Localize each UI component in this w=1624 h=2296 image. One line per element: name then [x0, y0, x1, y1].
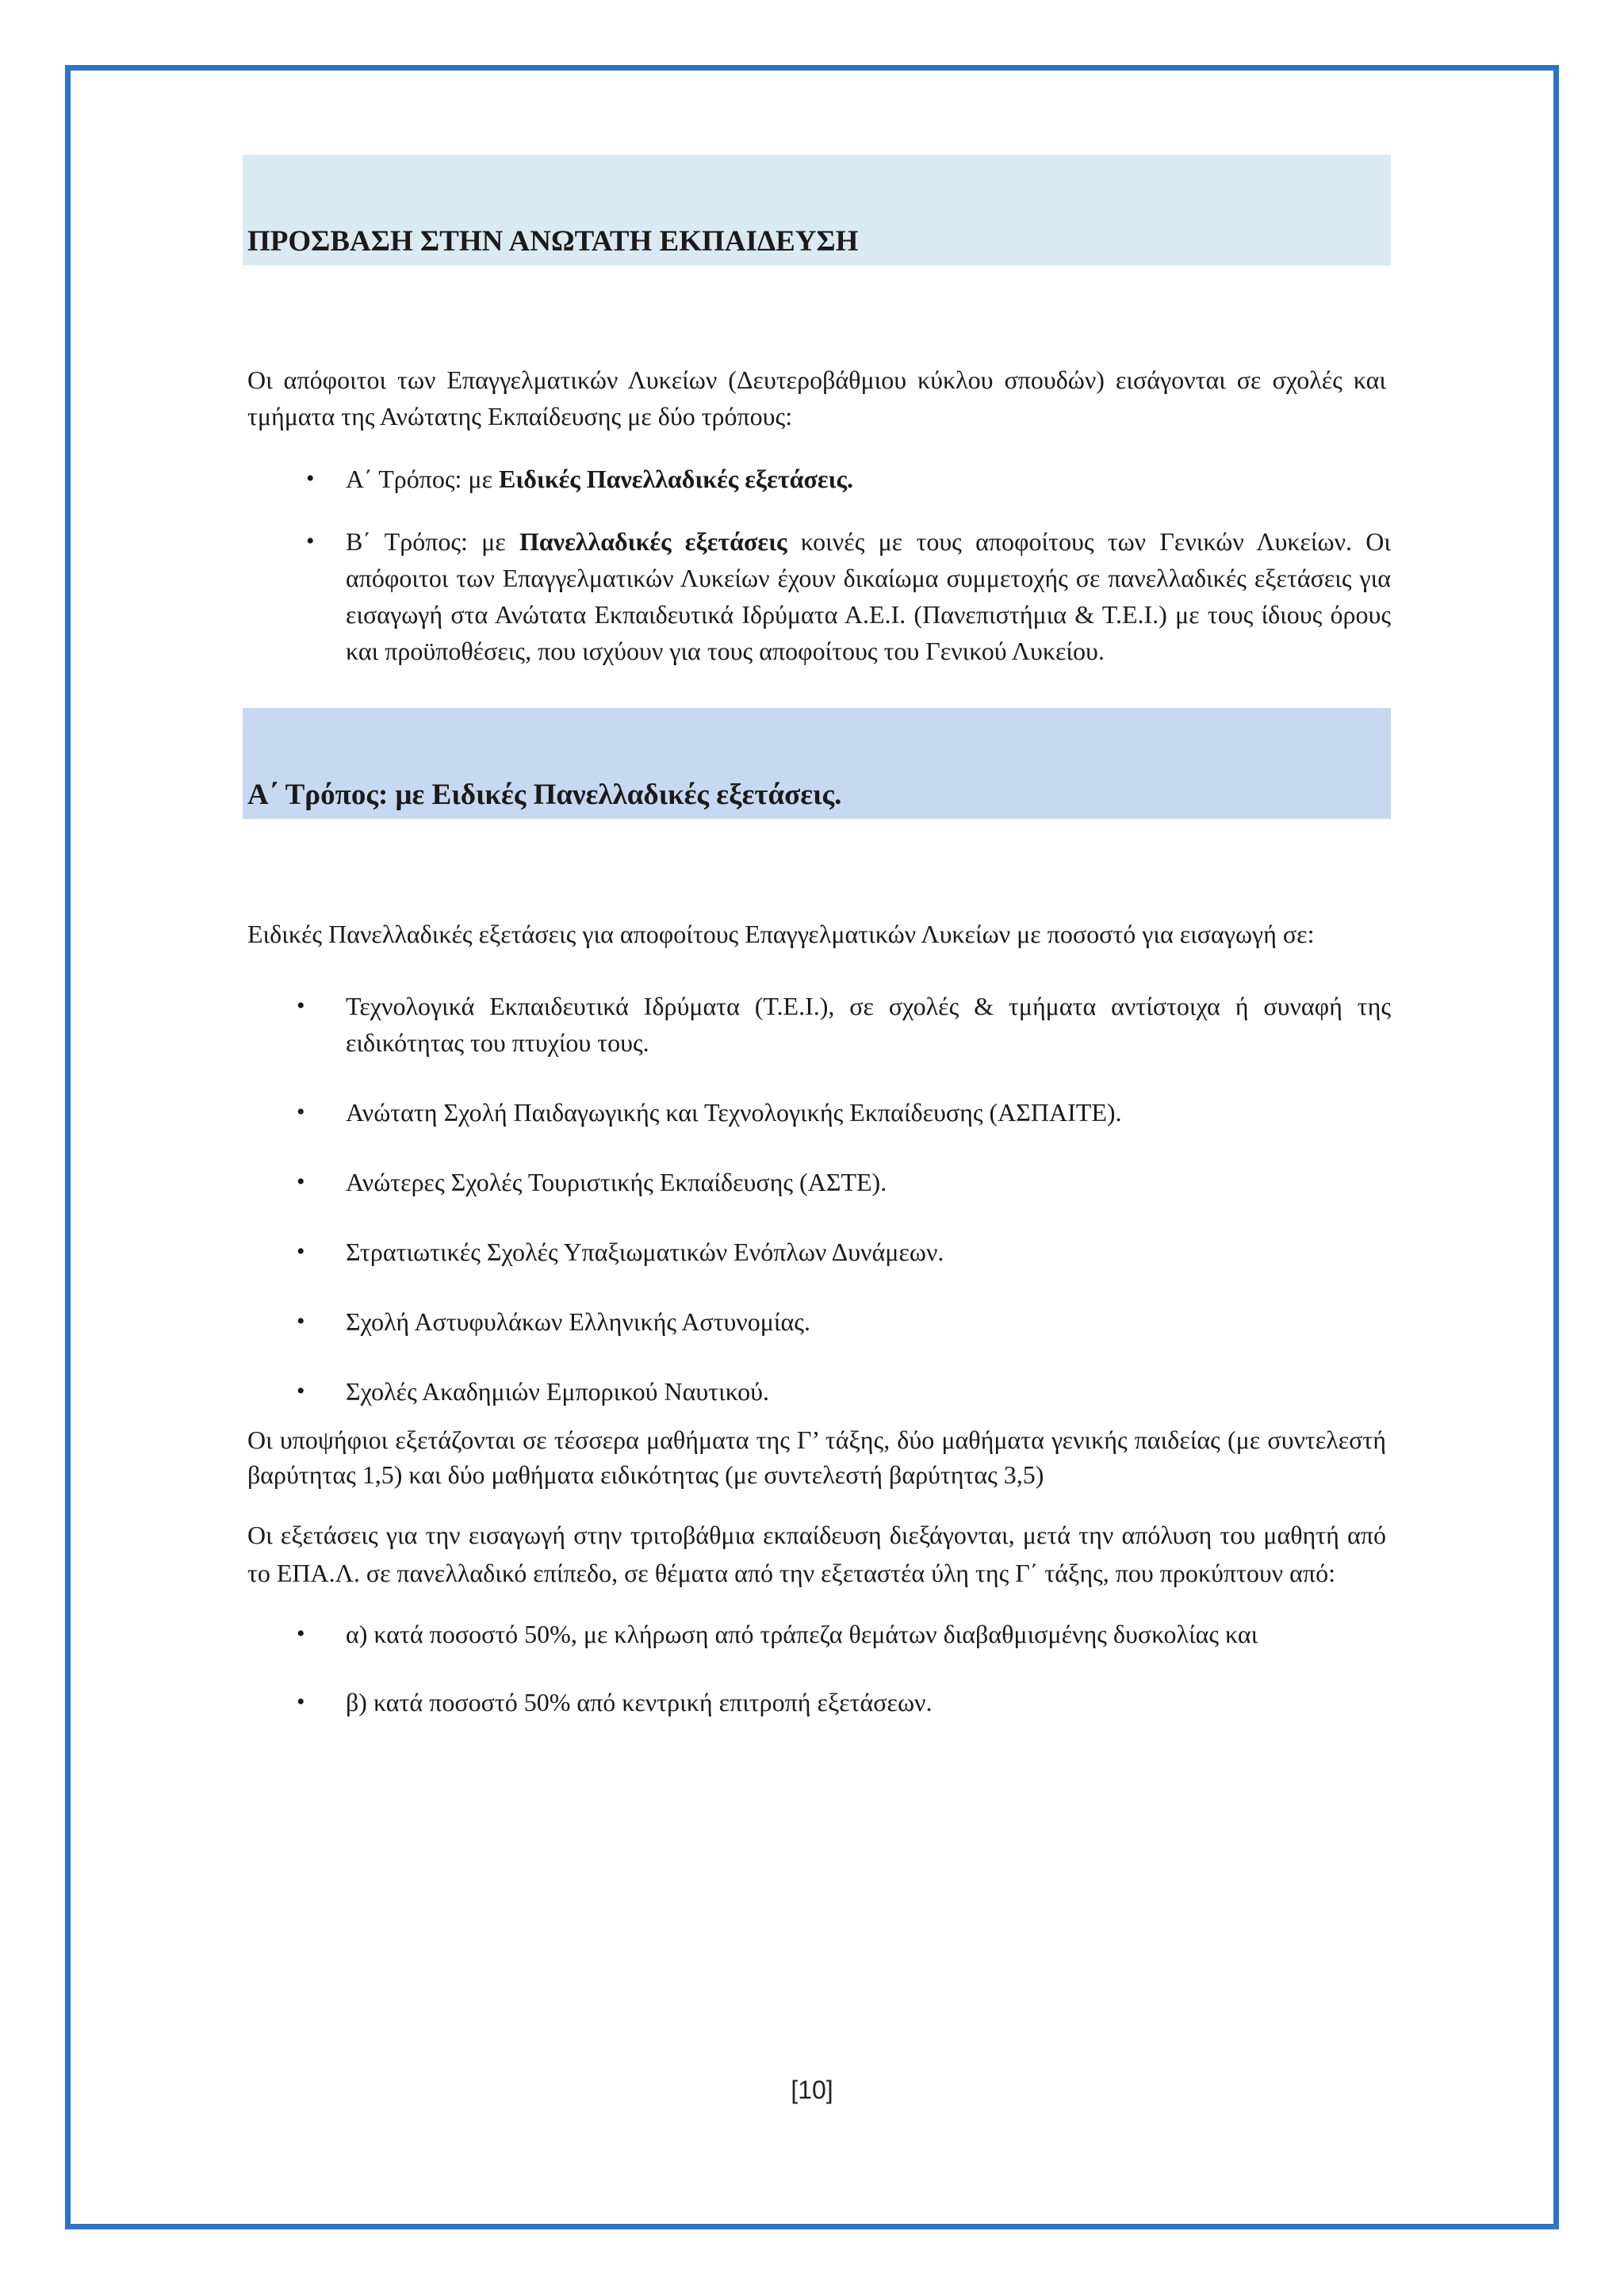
list-item-text: Τεχνολογικά Εκπαιδευτικά Ιδρύματα (Τ.Ε.Ι.), σε σχολές & τμήματα αντίστοιχα ή συναφή της ειδικότητας του πτυχίου τους.: [346, 992, 1391, 1057]
list-item: [243, 1094, 1391, 1131]
list-item-prefix: Β΄ Τρόπος: με: [346, 527, 520, 556]
bullet-icon: •: [297, 1308, 305, 1334]
bullet-icon: •: [297, 1099, 305, 1125]
list-item-text: Ανώτερες Σχολές Τουριστικής Εκπαίδευσης (ΑΣΤΕ).: [346, 1168, 887, 1196]
bullet-icon: •: [297, 1621, 305, 1647]
document-body: [243, 155, 1391, 1720]
candidates-paragraph: Οι υποψήφιοι εξετάζονται σε τέσσερα μαθήματα της Γ’ τάξης, δύο μαθήματα γενικής παιδείας (με συντελεστή βαρύτητας 1,5) και δύο μαθήματα ειδικότητας (με συντελεστή βαρύτητας 3,5): [247, 1425, 1386, 1489]
list-item: [243, 523, 1391, 669]
list-item: [243, 1164, 1391, 1200]
bullet-icon: •: [297, 1378, 305, 1404]
special-exams-intro: Ειδικές Πανελλαδικές εξετάσεις για αποφοίτους Επαγγελματικών Λυκείων με ποσοστό για εισαγωγή σε:: [247, 920, 1315, 948]
list-item-suffix: κοινές με τους αποφοίτους των Γενικών Λυκείων. Οι απόφοιτοι των Επαγγελματικών Λυκείων έχουν δικαίωμα συμμετοχής σε πανελλαδικές εξετάσεις για εισαγωγή στα Ανώτατα Εκπαιδευτικά Ιδρύματα Α.Ε.Ι. (Πανεπιστήμια & Τ.Ε.Ι.) με τους ίδιους όρους και προϋποθέσεις, που ισχύουν για τους αποφοίτους του Γενικού Λυκείου.: [346, 527, 1392, 665]
exams-paragraph: Οι εξετάσεις για την εισαγωγή στην τριτοβάθμια εκπαίδευση διεξάγονται, μετά την απόλυση του μαθητή από το ΕΠΑ.Λ. σε πανελλαδικό επίπεδο, σε θέματα από την εξεταστέα ύλη της Γ΄ τάξης, που προκύπτουν από:: [247, 1521, 1386, 1587]
ways-list: [243, 461, 1391, 669]
bullet-icon: •: [297, 1689, 305, 1715]
list-item-prefix: Α΄ Τρόπος: με: [346, 465, 500, 493]
list-item: [243, 1684, 1391, 1720]
list-item-bold: Ειδικές Πανελλαδικές εξετάσεις.: [499, 465, 853, 493]
institutions-list: [243, 988, 1391, 1410]
bullet-icon: •: [306, 465, 315, 492]
list-item: [243, 988, 1391, 1061]
intro-paragraph: Οι απόφοιτοι των Επαγγελματικών Λυκείων (Δευτεροβάθμιου κύκλου σπουδών) εισάγονται σε σχολές και τμήματα της Ανώτατης Εκπαίδευσης με δύο τρόπους:: [247, 365, 1386, 430]
list-item: [243, 1616, 1391, 1652]
list-item-bold: Πανελλαδικές εξετάσεις: [519, 527, 787, 556]
page-number: [10]: [791, 2076, 833, 2104]
list-item-text: Ανώτατη Σχολή Παιδαγωγικής και Τεχνολογικής Εκπαίδευσης (ΑΣΠΑΙΤΕ).: [346, 1098, 1122, 1127]
section-heading-access: [243, 155, 1391, 266]
section-heading-way-a-text: Α΄ Τρόπος: με Ειδικές Πανελλαδικές εξετάσεις.: [247, 779, 842, 811]
list-item: [243, 1303, 1391, 1340]
list-item: [243, 1234, 1391, 1270]
list-item-text: Στρατιωτικές Σχολές Υπαξιωματικών Ενόπλων Δυνάμεων.: [346, 1238, 944, 1266]
list-item: [243, 461, 1391, 497]
list-item-text: Σχολές Ακαδημιών Εμπορικού Ναυτικού.: [346, 1377, 769, 1406]
list-item-text: α) κατά ποσοστό 50%, με κλήρωση από τράπεζα θεμάτων διαβαθμισμένης δυσκολίας και: [346, 1620, 1258, 1648]
bullet-icon: •: [297, 993, 305, 1019]
list-item: [243, 1373, 1391, 1410]
section-heading-way-a: [243, 708, 1391, 819]
bullet-icon: •: [297, 1169, 305, 1195]
list-item-text: β) κατά ποσοστό 50% από κεντρική επιτροπή εξετάσεων.: [346, 1688, 933, 1716]
topics-source-list: [243, 1616, 1391, 1720]
list-item-text: Σχολή Αστυφυλάκων Ελληνικής Αστυνομίας.: [346, 1307, 810, 1336]
bullet-icon: •: [297, 1238, 305, 1265]
bullet-icon: •: [306, 528, 315, 554]
section-heading-access-text: ΠΡΟΣΒΑΣΗ ΣΤΗΝ ΑΝΩΤΑΤΗ ΕΚΠΑΙΔΕΥΣΗ: [247, 225, 859, 258]
